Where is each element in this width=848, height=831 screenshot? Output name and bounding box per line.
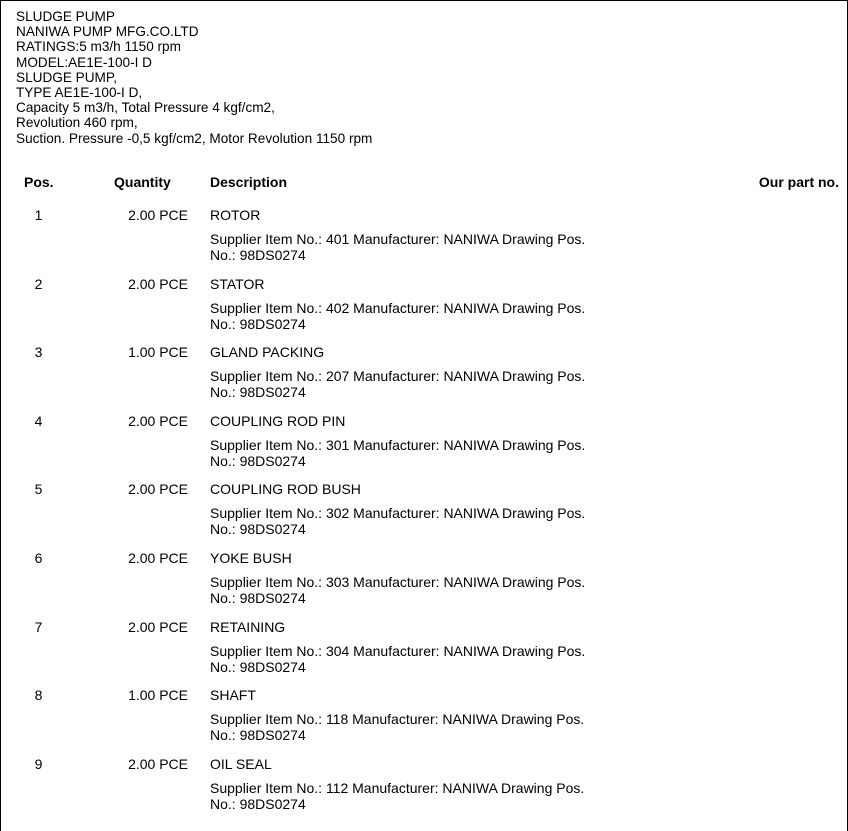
item-detail — [210, 300, 585, 332]
item-quantity: 2.00 PCE — [128, 412, 188, 429]
item-quantity: 1.00 PCE — [128, 687, 188, 704]
item-name: COUPLING ROD BUSH — [210, 481, 361, 498]
header-line: Revolution 460 rpm, — [16, 115, 138, 131]
item-detail-line: Supplier Item No.: 118 Manufacturer: NANIWA Drawing Pos. — [210, 711, 585, 728]
column-header-quantity: Quantity — [114, 174, 171, 190]
item-pos: 9 — [34, 755, 43, 772]
item-detail-line: Supplier Item No.: 302 Manufacturer: NANIWA Drawing Pos. — [210, 505, 586, 522]
document-header — [16, 9, 372, 146]
list-item — [0, 412, 848, 481]
item-quantity: 2.00 PCE — [128, 549, 188, 566]
item-detail-line: No.: 98DS0274 — [210, 315, 306, 332]
item-name: ROTOR — [210, 207, 261, 223]
item-pos: 5 — [34, 481, 43, 498]
header-line: NANIWA PUMP MFG.CO.LTD — [16, 24, 199, 40]
column-header-description: Description — [210, 174, 288, 190]
item-pos: 7 — [34, 618, 43, 635]
list-item — [0, 755, 848, 824]
item-quantity: 2.00 PCE — [128, 207, 188, 223]
item-detail-line: No.: 98DS0274 — [210, 658, 306, 675]
item-pos: 2 — [34, 275, 43, 292]
list-item — [0, 343, 848, 412]
list-item — [0, 618, 848, 687]
item-pos: 6 — [34, 549, 43, 566]
item-detail-line: Supplier Item No.: 112 Manufacturer: NANIWA Drawing Pos. — [210, 779, 585, 796]
list-item — [0, 275, 848, 344]
header-line: RATINGS:5 m3/h 1150 rpm — [16, 39, 181, 55]
item-name: RETAINING — [210, 618, 286, 635]
item-name: STATOR — [210, 275, 265, 292]
header-line: Capacity 5 m3/h, Total Pressure 4 kgf/cm2, — [16, 100, 275, 116]
item-detail — [210, 437, 585, 469]
item-quantity: 2.00 PCE — [128, 618, 188, 635]
item-detail-line: No.: 98DS0274 — [210, 589, 306, 606]
item-name: SHAFT — [210, 687, 256, 704]
item-detail-line: Supplier Item No.: 303 Manufacturer: NANIWA Drawing Pos. — [210, 573, 586, 590]
header-line: MODEL:AE1E-100-I D — [16, 54, 152, 70]
item-detail-line: No.: 98DS0274 — [210, 384, 306, 401]
column-header-pos: Pos. — [24, 174, 54, 190]
item-pos: 3 — [34, 344, 43, 361]
list-item — [0, 206, 848, 275]
item-detail — [210, 643, 585, 675]
item-detail — [210, 505, 585, 537]
item-detail — [210, 711, 584, 743]
list-item — [0, 480, 848, 549]
item-detail-line: No.: 98DS0274 — [210, 521, 306, 538]
item-name: GLAND PACKING — [210, 344, 325, 361]
column-header-part-no: Our part no. — [758, 174, 839, 190]
item-detail — [210, 231, 585, 263]
item-quantity: 1.00 PCE — [128, 344, 188, 361]
item-pos: 8 — [34, 687, 43, 704]
item-detail-line: No.: 98DS0274 — [210, 727, 306, 744]
item-detail-line: Supplier Item No.: 207 Manufacturer: NANIWA Drawing Pos. — [210, 368, 586, 385]
header-line: Suction. Pressure -0,5 kgf/cm2, Motor Revolution 1150 rpm — [16, 130, 373, 146]
list-item — [0, 549, 848, 618]
item-pos: 1 — [34, 207, 43, 223]
header-line: SLUDGE PUMP, — [16, 69, 117, 85]
item-pos: 4 — [34, 412, 43, 429]
list-item — [0, 686, 848, 755]
item-detail — [210, 574, 585, 606]
header-line: SLUDGE PUMP — [16, 9, 115, 24]
item-detail-line: No.: 98DS0274 — [210, 452, 306, 469]
item-detail — [210, 368, 585, 400]
item-name: COUPLING ROD PIN — [210, 412, 346, 429]
item-detail-line: No.: 98DS0274 — [210, 795, 306, 812]
item-list — [0, 206, 848, 823]
item-quantity: 2.00 PCE — [128, 275, 188, 292]
item-detail-line: Supplier Item No.: 301 Manufacturer: NANIWA Drawing Pos. — [210, 436, 586, 453]
item-detail-line: Supplier Item No.: 304 Manufacturer: NANIWA Drawing Pos. — [210, 642, 586, 659]
item-quantity: 2.00 PCE — [128, 481, 188, 498]
item-quantity: 2.00 PCE — [128, 755, 188, 772]
item-detail-line: No.: 98DS0274 — [210, 247, 306, 263]
item-detail-line: Supplier Item No.: 401 Manufacturer: NANIWA Drawing Pos. — [210, 231, 586, 247]
item-detail-line: Supplier Item No.: 402 Manufacturer: NANIWA Drawing Pos. — [210, 299, 586, 316]
item-detail — [210, 780, 584, 812]
item-name: OIL SEAL — [210, 755, 272, 772]
header-line: TYPE AE1E-100-I D, — [16, 85, 143, 101]
item-name: YOKE BUSH — [210, 549, 292, 566]
